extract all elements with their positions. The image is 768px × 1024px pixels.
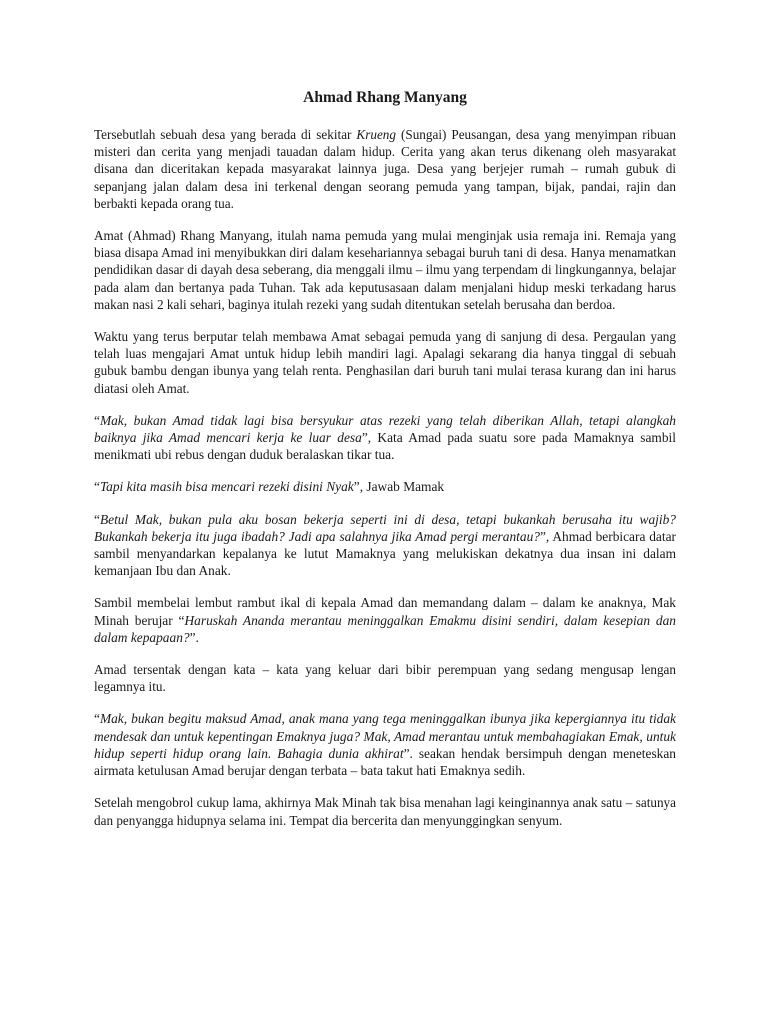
paragraph: [94, 794, 676, 828]
document-body: [94, 126, 676, 829]
document-title: Ahmad Rhang Manyang: [303, 89, 467, 106]
paragraph: [94, 511, 676, 580]
paragraph: [94, 710, 676, 779]
text-run: “: [94, 511, 100, 527]
text-run: ”. seakan hendak bersimpuh dengan meneteskan airmata ketulusan Amad berujar dengan terbata – bata takut hati Emaknya sedih.: [94, 745, 676, 779]
paragraph: [94, 126, 676, 212]
text-run: Amat (Ahmad) Rhang Manyang, itulah nama pemuda yang mulai menginjak usia remaja ini. Remaja yang biasa disapa Amad ini menyibukkan diri dalam kesehariannya sebagai buruh tani di desa. Hanya menamatkan pendidikan dasar di dayah desa seberang, dia menggali ilmu – ilmu yang terpendam di lingkungannya, belajar pada alam dan bertanya pada Tuhan. Tak ada keputusasaan dalam menjalani hidup meski terkadang harus makan nasi 2 kali sehari, baginya itulah rezeki yang sudah ditentukan setelah berusaha dan berdoa.: [94, 228, 676, 312]
italic-text: Haruskah Ananda merantau meninggalkan Emakmu disini sendiri, dalam kesepian dan dalam kepapaan?: [94, 612, 676, 645]
paragraph: [94, 412, 676, 464]
italic-text: Tapi kita masih bisa mencari rezeki disini Nyak: [99, 479, 354, 495]
document-page: [94, 88, 676, 844]
text-run: Amad tersentak dengan kata – kata yang keluar dari bibir perempuan yang sedang mengusap lengan legamnya itu.: [94, 662, 676, 695]
italic-text: Krueng: [356, 127, 396, 142]
text-run: Waktu yang terus berputar telah membawa Amat sebagai pemuda yang di sanjung di desa. Pergaulan yang telah luas mengajari Amat untuk hidup lebih mandiri lagi. Apalagi sekarang dia hanya tinggal di sebuah gubuk bambu dengan ibunya yang telah renta. Penghasilan dari buruh tani mulai terasa kurang dan ini harus diatasi oleh Amat.: [94, 329, 676, 396]
paragraph: [94, 661, 676, 695]
text-run: ”.: [189, 629, 199, 645]
italic-text: Mak, bukan begitu maksud Amad, anak mana yang tega meninggalkan ibunya jika kepergiannya itu tidak mendesak dan untuk kepentingan Emaknya juga? Mak, Amad merantau untuk membahagiakan Emak, untuk hidup seperti hidup orang lain. Bahagia dunia akhirat: [94, 711, 676, 761]
text-run: “: [94, 479, 100, 495]
italic-text: Mak, bukan Amad tidak lagi bisa bersyukur atas rezeki yang telah diberikan Allah, tetapi alangkah baiknya jika Amad mencari kerja ke luar desa: [94, 412, 676, 446]
italic-text: Betul Mak, bukan pula aku bosan bekerja seperti ini di desa, tetapi bukankah berusaha itu wajib? Bukankah bekerja itu juga ibadah? Jadi apa salahnya jika Amad pergi merantau?: [94, 511, 676, 544]
text-run: ”, Jawab Mamak: [353, 479, 445, 495]
paragraph: [94, 328, 676, 397]
paragraph: [94, 227, 676, 313]
text-run: “: [94, 711, 100, 727]
text-run: Tersebutlah sebuah desa yang berada di sekitar: [94, 127, 357, 142]
text-run: “: [94, 412, 100, 428]
text-run: Setelah mengobrol cukup lama, akhirnya Mak Minah tak bisa menahan lagi keinginannya anak satu – satunya dan penyangga hidupnya selama ini. Tempat dia bercerita dan menyunggingkan senyum.: [94, 795, 676, 828]
text-run: Sambil membelai lembut rambut ikal di kepala Amad dan memandang dalam – dalam ke anaknya, Mak Minah berujar “: [94, 595, 676, 628]
text-run: (Sungai) Peusangan, desa yang menyimpan ribuan misteri dan cerita yang menjadi tauadan dalam hidup. Cerita yang akan terus dikenang oleh masyarakat disana dan diceritakan kepada masyarakat lainnya juga. Desa yang berjejer rumah – rumah gubuk di sepanjang jalan dalam desa ini terkenal dengan seorang pemuda yang tampan, bijak, pandai, rajin dan berbakti kepada orang tua.: [94, 127, 676, 211]
paragraph: [94, 594, 676, 646]
text-run: ”, Ahmad berbicara datar sambil menyandarkan kepalanya ke lutut Mamaknya yang melukiskan dekatnya dua insan ini dalam kemanjaan Ibu dan Anak.: [94, 528, 676, 579]
text-run: ”, Kata Amad pada suatu sore pada Mamaknya sambil menikmati ubi rebus dengan duduk beralaskan tikar tua.: [94, 430, 676, 463]
paragraph: [94, 478, 676, 495]
